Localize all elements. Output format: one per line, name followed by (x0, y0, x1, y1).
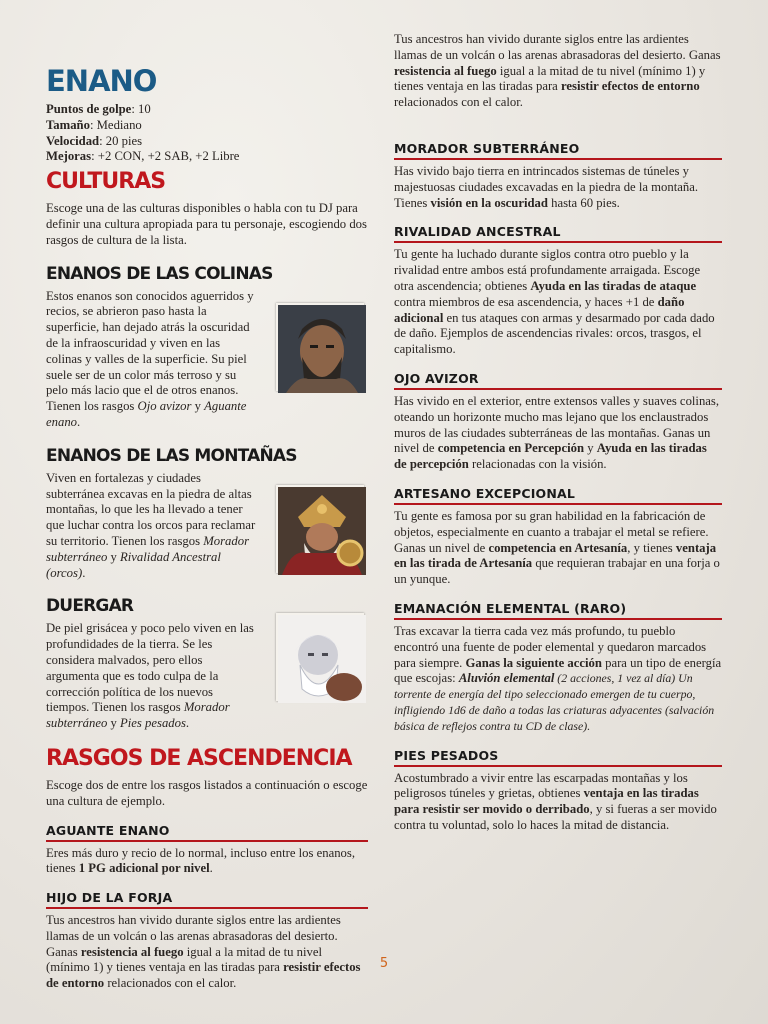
artesano-heading: ARTESANO EXCEPCIONAL (394, 485, 722, 505)
stat-hit-points: Puntos de golpe: 10 (46, 102, 151, 116)
rivalidad-text: Tu gente ha luchado durante siglos contra otro pueblo y la rivalidad entre ambos está profundamente arraigada. Escoge otra ascendencia; obtienes Ayuda en las tiradas de ataque contra miembros de esa ascendencia, y haces +1 de daño adicional en tus ataques con armas y desarmado por cada dado de daño. Ejemplos de ascendencias rivales: orcos, trasgos, el capitalismo. (394, 247, 715, 357)
forja-heading: HIJO DE LA FORJA (46, 889, 368, 909)
aguante-heading: AGUANTE ENANO (46, 822, 368, 842)
culturas-heading: CULTURAS (46, 169, 166, 195)
mountain-dwarf-portrait (276, 485, 364, 573)
pies-heading: PIES PESADOS (394, 747, 722, 767)
rasgos-heading: RASGOS DE ASCENDENCIA (46, 745, 352, 771)
hill-dwarf-portrait (276, 303, 364, 391)
morador-text: Has vivido bajo tierra en intrincados sistemas de túneles y majestuosas ciudades excavadas en la piedra de la montaña. Tienes visión en la oscuridad hasta 60 pies. (394, 164, 699, 210)
duergar-portrait (276, 613, 364, 701)
aguante-text: Eres más duro y recio de lo normal, incluso entre los enanos, tienes 1 PG adicional por nivel. (46, 845, 355, 876)
stat-size: Tamaño: Mediano (46, 117, 142, 132)
forja-text: Tus ancestros han vivido durante siglos entre las ardientes llamas de un volcán o las arenas abrasadoras del desierto. Ganas resistencia al fuego igual a la mitad de tu nivel (mínimo 1) y tienes ventaja en las tiradas para resistir efectos de entorno relacionados con el calor. (46, 913, 361, 991)
morador-heading: MORADOR SUBTERRÁNEO (394, 140, 722, 160)
montanas-heading: ENANOS DE LAS MONTAÑAS (46, 445, 297, 466)
rivalidad-heading: RIVALIDAD ANCESTRAL (394, 223, 722, 243)
pies-text: Acostumbrado a vivir entre las escarpadas montañas y los peligrosos túneles y grietas, obtienes ventaja en las tiradas para resistir ser movido o derribado, y si fueras a ser movido contra tu voluntad, solo lo haces la mitad de distancia. (394, 770, 717, 832)
emanacion-heading: EMANACIÓN ELEMENTAL (RARO) (394, 600, 722, 620)
duergar-text: De piel grisácea y poco pelo viven en las profundidades de la tierra. Se les considera malvados, pero ellos argumenta que es todo culpa de la corrección política de los nuevos tiempos. Tienen los rasgos Morador subterráneo y Pies pesados. (46, 621, 254, 731)
colinas-text: Estos enanos son conocidos aguerridos y recios, se abrieron paso hasta la superficie, han dejado atrás la oscuridad de la infraoscuridad y viven en las colinas y valles de la superficie. Su piel suele ser de un color más terroso y su pelo más lacio que el de otros enanos. Tienen los rasgos Ojo avizor y Aguante enano. (46, 288, 254, 429)
colinas-section (46, 263, 368, 431)
page-number: 5 (379, 956, 389, 971)
duergar-heading: DUERGAR (46, 596, 134, 617)
ojo-text: Has vivido en el exterior, entre extensos valles y suaves colinas, oteando un horizonte mucho mas lejano que los enclaustrados muros de las ciudades subterráneas de las montañas. Ganas un nivel de competencia en Percepción y Ayuda en las tiradas de percepción relacionadas con la visión. (394, 393, 720, 472)
left-column (46, 62, 368, 991)
stat-boosts: Mejoras: +2 CON, +2 SAB, +2 Libre (46, 149, 240, 164)
stat-speed: Velocidad: 20 pies (46, 133, 143, 148)
page-title: ENANO (46, 64, 157, 98)
emanacion-text: Tras excavar la tierra cada vez más profundo, tu pueblo encontró una fuente de poder elemental y quedaron marcados para siempre. Ganas la siguiente acción para un tipo de energía que escojas: Aluvión elemental (2 acciones, 1 vez al día) Un torrente de energía del tipo seleccionado emergen de tu cuerpo, infligiendo 1d6 de daño a todas las criaturas adyacentes (salvación básica de reflejos contra tu CD de clase). (394, 623, 722, 733)
colinas-heading: ENANOS DE LAS COLINAS (46, 263, 273, 284)
rasgos-intro: Escoge dos de entre los rasgos listados a continuación o escoge una cultura de ejemplo. (46, 777, 368, 808)
artesano-text: Tu gente es famosa por su gran habilidad en la fabricación de objetos, especialmente en cuanto a trabajar el metal se refiere. Ganas un nivel de competencia en Artesanía, y tienes ventaja en las tirada de Artesanía que requieran trabajar en una forja o un yunque. (394, 508, 720, 587)
stat-block (46, 102, 368, 165)
montanas-text: Viven en fortalezas y ciudades subterránea excavas en la piedra de altas montañas, lo que les ha llevado a tener que luchar contra los orcos para reclamar su territorio. Tienen los rasgos Morador subterráneo y Rivalidad Ancestral (orcos). (46, 470, 256, 580)
duergar-section (46, 595, 368, 732)
forja-text-continued: Tus ancestros han vivido durante siglos entre las ardientes llamas de un volcán o las arenas abrasadoras del desierto. Ganas resistencia al fuego igual a la mitad de tu nivel (mínimo 1) y tienes ventaja en las tiradas para resistir efectos de entorno relacionados con el calor. (394, 32, 721, 110)
montanas-section (46, 445, 368, 582)
ojo-heading: OJO AVIZOR (394, 370, 722, 390)
right-column (394, 32, 722, 834)
culturas-intro: Escoge una de las culturas disponibles o habla con tu DJ para definir una cultura apropiada para tu personaje, escogiendo dos rasgos de cultura de la lista. (46, 201, 367, 247)
